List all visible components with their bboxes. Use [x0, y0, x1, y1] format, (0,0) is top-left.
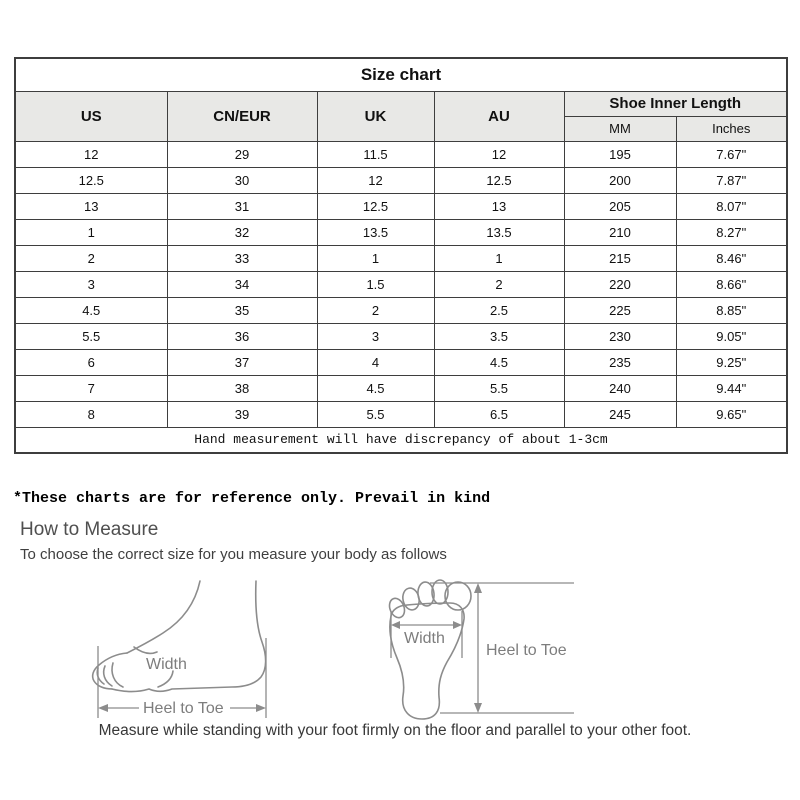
table-cell: 39: [167, 401, 317, 427]
reference-note: *These charts are for reference only. Prevail in kind: [13, 490, 491, 507]
table-row: [15, 141, 787, 167]
side-heel-to-toe-label: Heel to Toe: [143, 700, 224, 717]
table-cell: 7.67": [676, 141, 787, 167]
table-cell: 3: [15, 271, 167, 297]
table-cell: 6: [15, 349, 167, 375]
table-cell: 12.5: [317, 193, 434, 219]
column-header-uk: UK: [317, 91, 434, 141]
table-cell: 12: [15, 141, 167, 167]
column-header-au: AU: [434, 91, 564, 141]
foot-sole-diagram: [378, 578, 578, 725]
table-cell: 13.5: [317, 219, 434, 245]
table-footer-note: Hand measurement will have discrepancy of about 1-3cm: [15, 427, 787, 453]
table-cell: 5.5: [317, 401, 434, 427]
sole-heel-to-toe-label: Heel to Toe: [486, 642, 567, 659]
sole-width-label: Width: [404, 630, 445, 647]
table-cell: 31: [167, 193, 317, 219]
table-cell: 13: [15, 193, 167, 219]
size-table-head: [15, 58, 787, 141]
table-cell: 245: [564, 401, 676, 427]
table-cell: 8: [15, 401, 167, 427]
table-cell: 210: [564, 219, 676, 245]
table-cell: 3: [317, 323, 434, 349]
table-cell: 8.66": [676, 271, 787, 297]
table-cell: 33: [167, 245, 317, 271]
table-cell: 8.46": [676, 245, 787, 271]
table-row: [15, 245, 787, 271]
table-row: [15, 297, 787, 323]
table-cell: 225: [564, 297, 676, 323]
table-cell: 29: [167, 141, 317, 167]
how-to-measure-subtitle: To choose the correct size for you measure your body as follows: [20, 546, 447, 563]
table-cell: 35: [167, 297, 317, 323]
column-header-inner-length: Shoe Inner Length: [564, 91, 787, 116]
table-cell: 8.27": [676, 219, 787, 245]
table-row: [15, 219, 787, 245]
table-cell: 6.5: [434, 401, 564, 427]
table-cell: 38: [167, 375, 317, 401]
column-header-mm: MM: [564, 116, 676, 141]
table-cell: 9.44": [676, 375, 787, 401]
size-chart-table: [14, 57, 788, 454]
table-row: [15, 349, 787, 375]
table-cell: 7.87": [676, 167, 787, 193]
table-row: [15, 323, 787, 349]
table-cell: 8.85": [676, 297, 787, 323]
table-cell: 4: [317, 349, 434, 375]
table-cell: 230: [564, 323, 676, 349]
table-cell: 13: [434, 193, 564, 219]
table-cell: 12.5: [15, 167, 167, 193]
table-cell: 7: [15, 375, 167, 401]
column-header-cn-eur: CN/EUR: [167, 91, 317, 141]
table-cell: 8.07": [676, 193, 787, 219]
table-cell: 13.5: [434, 219, 564, 245]
table-row: [15, 375, 787, 401]
table-row: [15, 271, 787, 297]
table-cell: 12.5: [434, 167, 564, 193]
table-cell: 1.5: [317, 271, 434, 297]
table-cell: 36: [167, 323, 317, 349]
table-cell: 200: [564, 167, 676, 193]
table-cell: 235: [564, 349, 676, 375]
size-table-body: [15, 141, 787, 427]
foot-side-view-diagram: [86, 580, 278, 722]
table-cell: 4.5: [15, 297, 167, 323]
column-header-inches: Inches: [676, 116, 787, 141]
table-cell: 1: [317, 245, 434, 271]
table-cell: 32: [167, 219, 317, 245]
table-cell: 9.25": [676, 349, 787, 375]
foot-sole-outline: [387, 580, 471, 719]
table-cell: 2.5: [434, 297, 564, 323]
table-cell: 4.5: [317, 375, 434, 401]
table-cell: 2: [317, 297, 434, 323]
table-header-row: [15, 91, 787, 116]
table-row: [15, 167, 787, 193]
table-cell: 2: [434, 271, 564, 297]
foot-side-outline: [93, 581, 266, 692]
table-title: Size chart: [15, 58, 787, 91]
table-cell: 30: [167, 167, 317, 193]
table-cell: 2: [15, 245, 167, 271]
table-footer-row: [15, 427, 787, 453]
table-cell: 1: [15, 219, 167, 245]
table-cell: 4.5: [434, 349, 564, 375]
how-to-measure-title: How to Measure: [20, 519, 159, 540]
table-cell: 9.05": [676, 323, 787, 349]
measure-caption: Measure while standing with your foot firmly on the floor and parallel to your other foot.: [98, 722, 692, 739]
table-cell: 5.5: [434, 375, 564, 401]
table-cell: 37: [167, 349, 317, 375]
table-cell: 195: [564, 141, 676, 167]
column-header-us: US: [15, 91, 167, 141]
table-cell: 240: [564, 375, 676, 401]
table-cell: 215: [564, 245, 676, 271]
table-row: [15, 401, 787, 427]
table-cell: 9.65": [676, 401, 787, 427]
table-cell: 5.5: [15, 323, 167, 349]
table-title-row: [15, 58, 787, 91]
table-cell: 12: [434, 141, 564, 167]
table-cell: 220: [564, 271, 676, 297]
table-cell: 205: [564, 193, 676, 219]
table-cell: 11.5: [317, 141, 434, 167]
table-cell: 12: [317, 167, 434, 193]
size-table-footer: [15, 427, 787, 453]
table-cell: 3.5: [434, 323, 564, 349]
side-width-label: Width: [146, 656, 187, 673]
table-cell: 1: [434, 245, 564, 271]
table-row: [15, 193, 787, 219]
table-cell: 34: [167, 271, 317, 297]
